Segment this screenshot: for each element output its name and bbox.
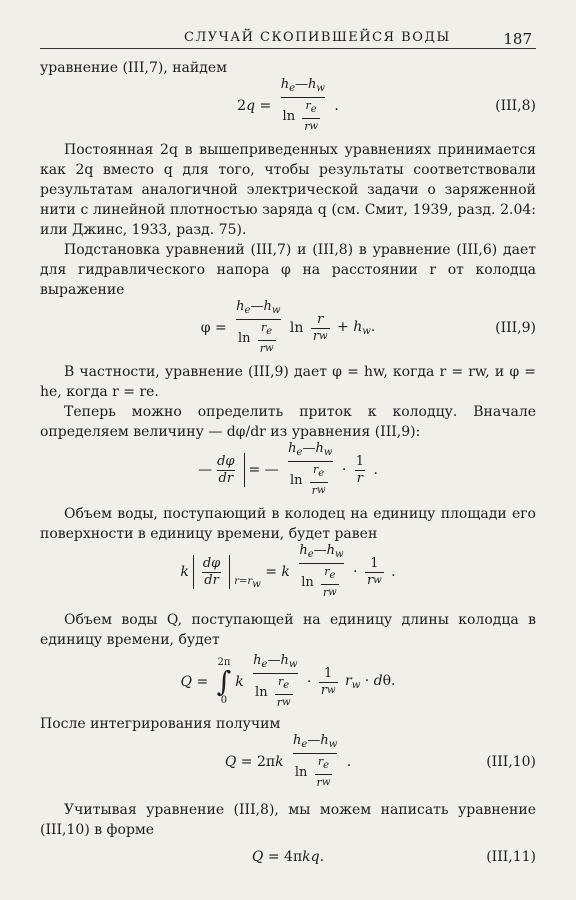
- equation-body: φ = $h_e—h_w$ ln re r w ln r r w + $h_w$.: [200, 299, 376, 355]
- paragraph-2: Постоянная 2q в вышеприведенных уравнениях принимается как 2q вместо q для того, чтобы результаты соответствовали результатам аналогичной электрической задачи о заряженной нити с линейной плотностью заряда q (см. Смит, 1939, разд. 2.04: или Джинс, 1933, разд. 75).: [40, 142, 536, 238]
- paragraph-5: Теперь можно определить приток к колодцу. Вначале определяем величину — dφ/dr из уравнения (III,9):: [40, 404, 536, 440]
- equation-body: — $\frac{d\varphi}{dr}$ = — $h_e—h_w$ ln re r w · $\frac{1}{r}$ .: [198, 441, 378, 497]
- equation-derivative: [40, 442, 536, 498]
- paragraph-8: После интегрирования получим: [40, 716, 281, 732]
- equation-integral: [40, 650, 536, 714]
- equation-flux: [40, 544, 536, 600]
- equation-number: (III,9): [495, 320, 536, 336]
- paragraph-6: Объем воды, поступающий в колодец на единицу площади его поверхности в единицу времени, будет равен: [40, 506, 536, 542]
- equation-III-8: [40, 78, 536, 134]
- equation-number: (III,11): [486, 849, 536, 865]
- paragraph-1: уравнение (III,7), найдем: [40, 60, 228, 76]
- equation-body: k $\frac{d\varphi}{dr}$ r=rw = k $h_e—h_w$ ln re r w · 1 r w .: [180, 543, 396, 599]
- paragraph-9: Учитывая уравнение (III,8), мы можем написать уравнение (III,10) в форме: [40, 802, 536, 838]
- page-number: 187: [503, 30, 532, 48]
- equation-III-10: [40, 734, 536, 790]
- equation-body: 2q = $h_e—h_w$ ln re r w .: [237, 77, 339, 133]
- equation-III-11: [40, 840, 536, 874]
- equation-number: (III,8): [495, 98, 536, 114]
- equation-body: Q = 2π ∫ 0 k $h_e—h_w$ ln re r w · 1 r w $r_w \cdot d\theta$.: [180, 653, 396, 709]
- paragraph-3: Подстановка уравнений (III,7) и (III,8) в уравнение (III,6) дает для гидравлического напора φ на расстоянии r от колодца выражение: [40, 242, 536, 298]
- equation-body: Q = 2πk $h_e—h_w$ ln re r w .: [224, 733, 352, 789]
- equation-body: Q = 4πkq.: [251, 849, 325, 865]
- equation-number: (III,10): [486, 754, 536, 770]
- equation-III-9: [40, 300, 536, 356]
- header-rule: [40, 48, 536, 49]
- paragraph-4: В частности, уравнение (III,9) дает φ = hw, когда r = rw, и φ = he, когда r = re.: [40, 364, 536, 400]
- page-body: [40, 58, 536, 874]
- running-header: [40, 28, 536, 52]
- paragraph-7: Объем воды Q, поступающей на единицу длины колодца в единицу времени, будет: [40, 612, 536, 648]
- running-title: СЛУЧАЙ СКОПИВШЕЙСЯ ВОДЫ: [184, 30, 451, 45]
